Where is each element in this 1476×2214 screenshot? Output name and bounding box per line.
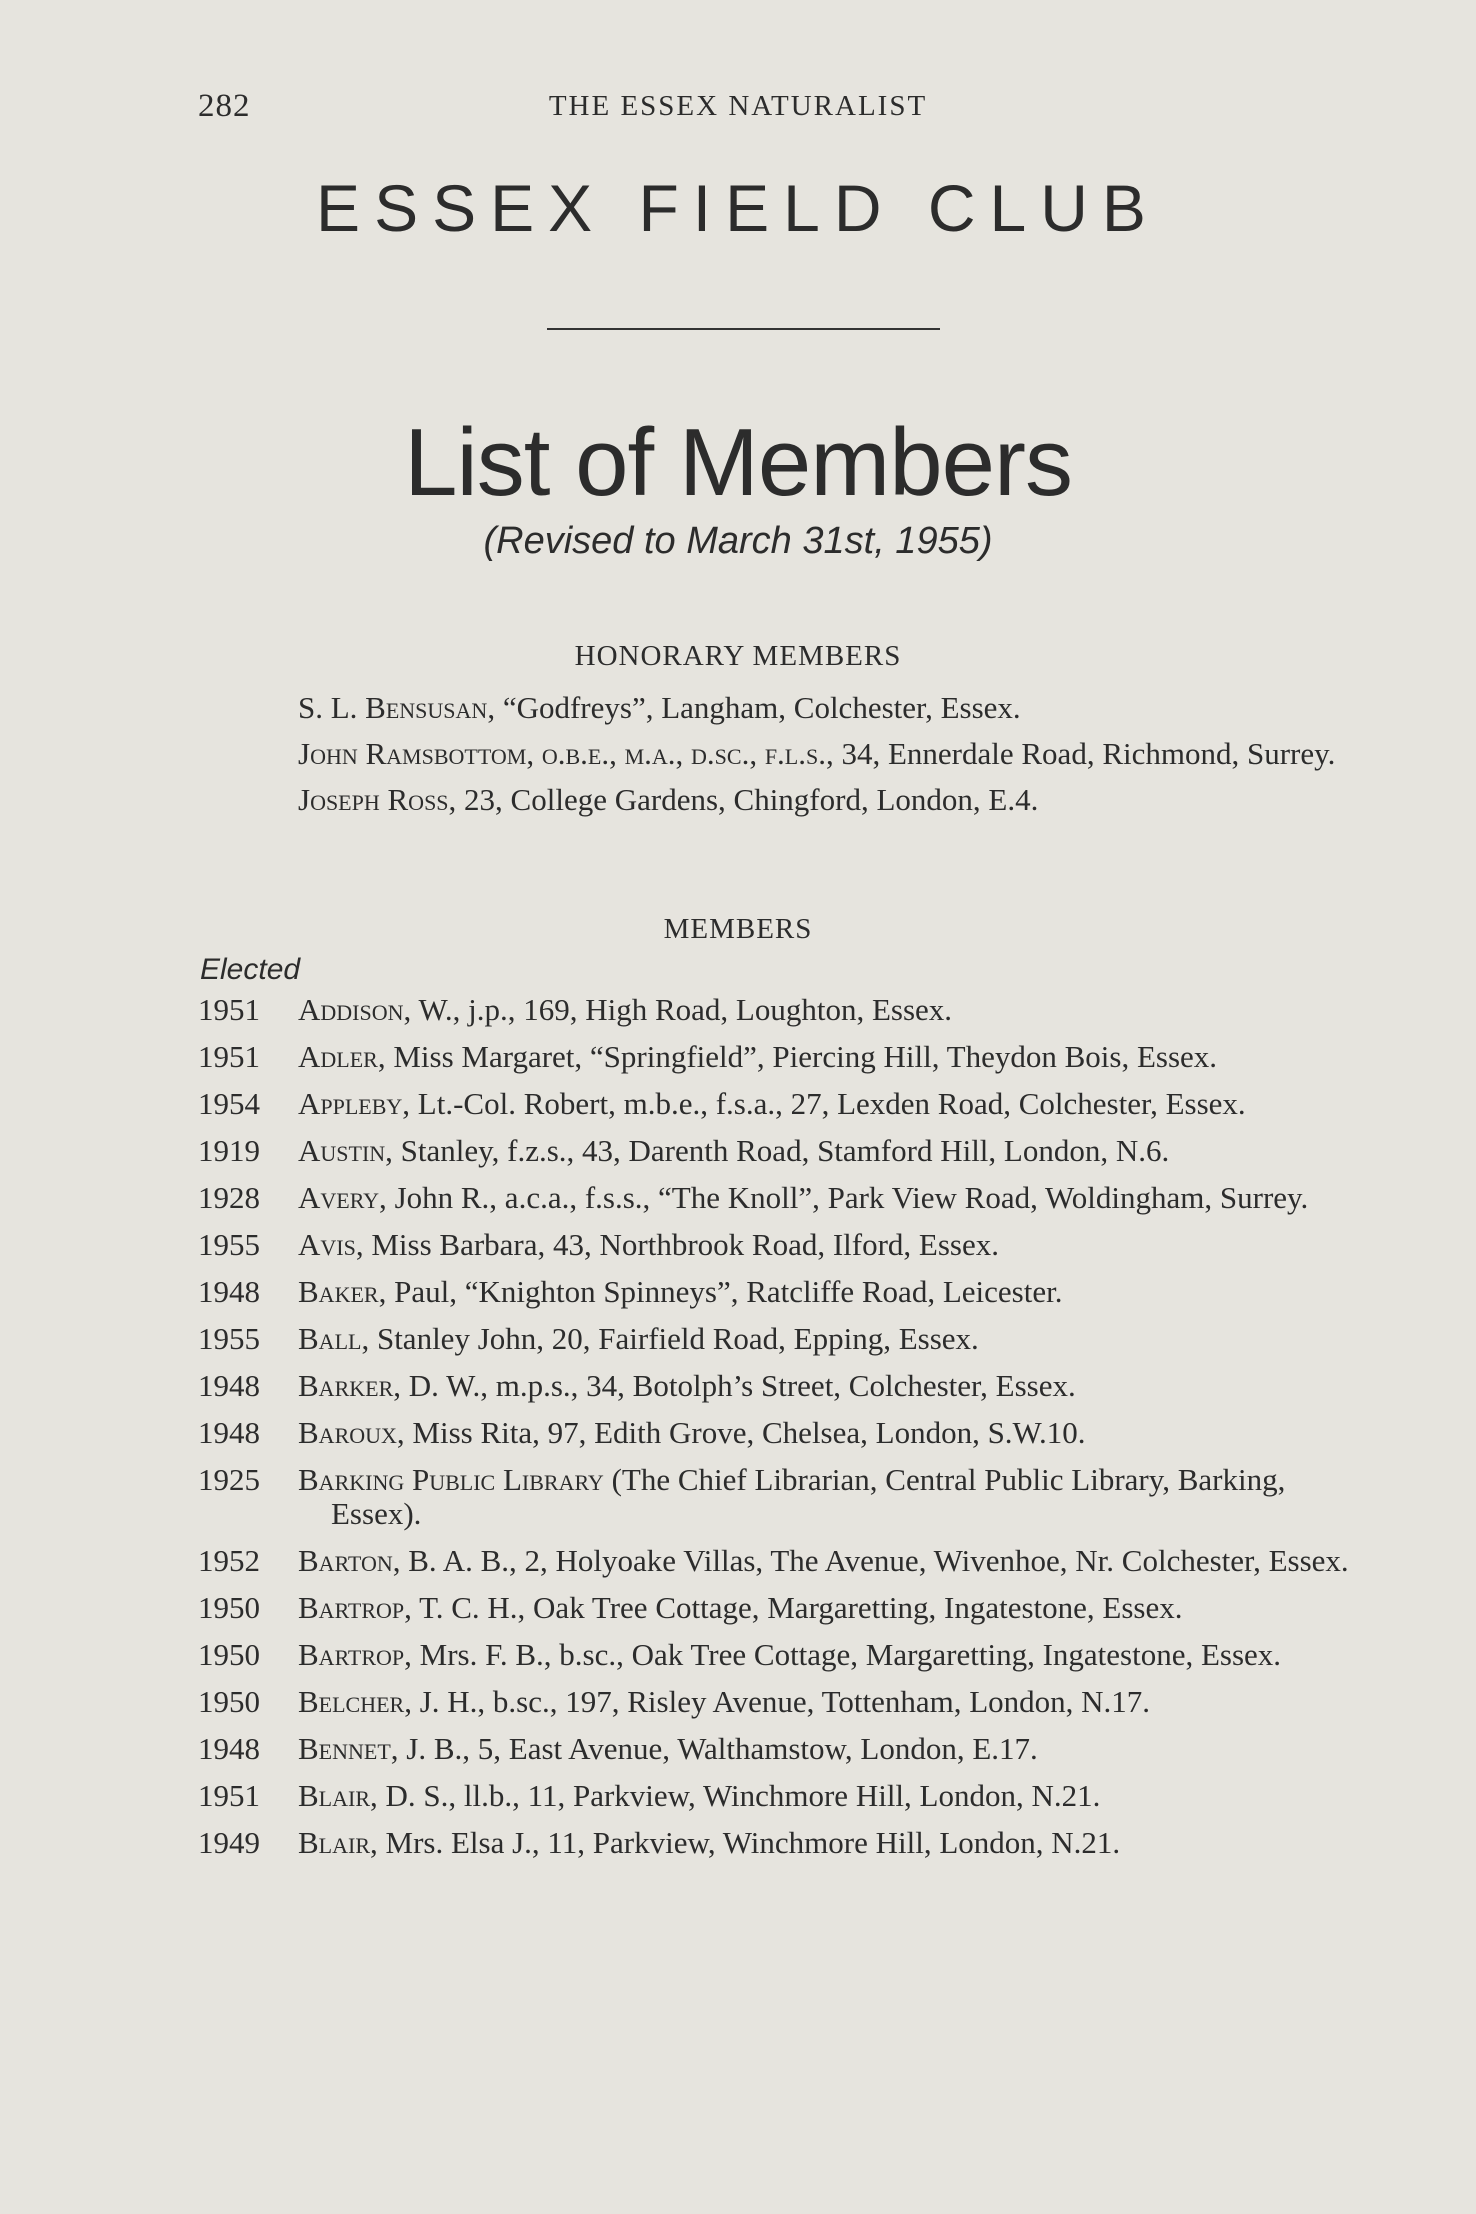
member-name: Bennet, bbox=[298, 1731, 399, 1766]
member-text bbox=[298, 1181, 1350, 1215]
member-text bbox=[298, 1087, 1350, 1121]
member-details: Miss Barbara, 43, Northbrook Road, Ilford, Essex. bbox=[363, 1227, 999, 1262]
elected-year: 1948 bbox=[198, 1415, 260, 1450]
elected-year: 1948 bbox=[198, 1731, 260, 1766]
elected-year: 1952 bbox=[198, 1543, 260, 1578]
member-name: Baroux, bbox=[298, 1415, 405, 1450]
member-entry bbox=[198, 1591, 1350, 1625]
member-text bbox=[298, 1416, 1350, 1450]
member-details: “Godfreys”, Langham, Colchester, Essex. bbox=[495, 690, 1021, 725]
honorary-member-entry bbox=[298, 736, 1350, 772]
member-text bbox=[298, 1638, 1350, 1672]
member-text bbox=[298, 1040, 1350, 1074]
member-name: Adler, bbox=[298, 1039, 386, 1074]
elected-year: 1948 bbox=[198, 1368, 260, 1403]
member-name: Bartrop, bbox=[298, 1637, 412, 1672]
member-details: J. B., 5, East Avenue, Walthamstow, London, E.17. bbox=[398, 1731, 1038, 1766]
member-name: Belcher, bbox=[298, 1684, 412, 1719]
member-name: Appleby, bbox=[298, 1086, 411, 1121]
member-text bbox=[298, 1322, 1350, 1356]
honorary-member-entry bbox=[298, 690, 1350, 726]
member-entry bbox=[198, 1463, 1350, 1531]
member-name: Blair, bbox=[298, 1778, 378, 1813]
member-entry bbox=[198, 1685, 1350, 1719]
list-title: List of Members bbox=[404, 409, 1072, 516]
member-name: Addison, bbox=[298, 992, 412, 1027]
member-entry bbox=[198, 1228, 1350, 1262]
member-entry bbox=[198, 1322, 1350, 1356]
elected-year: 1955 bbox=[198, 1227, 260, 1262]
member-text bbox=[298, 1134, 1350, 1168]
member-name: Joseph Ross, bbox=[298, 782, 457, 817]
member-entry bbox=[198, 1544, 1350, 1578]
member-entry bbox=[198, 993, 1350, 1027]
member-details: Miss Margaret, “Springfield”, Piercing Hill, Theydon Bois, Essex. bbox=[385, 1039, 1218, 1074]
member-text bbox=[298, 1779, 1350, 1813]
elected-year: 1951 bbox=[198, 992, 260, 1027]
running-head bbox=[0, 88, 1476, 128]
member-details: W., j.p., 169, High Road, Loughton, Essex. bbox=[411, 992, 953, 1027]
member-entry bbox=[198, 1275, 1350, 1309]
member-details: J. H., b.sc., 197, Risley Avenue, Tottenham, London, N.17. bbox=[411, 1684, 1151, 1719]
member-details: John R., a.c.a., f.s.s., “The Knoll”, Park View Road, Woldingham, Surrey. bbox=[386, 1180, 1309, 1215]
member-entry bbox=[198, 1826, 1350, 1860]
elected-year: 1955 bbox=[198, 1321, 260, 1356]
member-details: D. S., ll.b., 11, Parkview, Winchmore Hill, London, N.21. bbox=[377, 1778, 1101, 1813]
member-name: John Ramsbottom, o.b.e., m.a., d.sc., f.l.s., bbox=[298, 736, 834, 771]
member-details: Mrs. F. B., b.sc., Oak Tree Cottage, Margaretting, Ingatestone, Essex. bbox=[411, 1637, 1282, 1672]
elected-year: 1950 bbox=[198, 1590, 260, 1625]
member-text bbox=[298, 1369, 1350, 1403]
member-name: Bartrop, bbox=[298, 1590, 412, 1625]
page-number: 282 bbox=[198, 88, 251, 124]
member-text bbox=[298, 993, 1350, 1027]
member-details: Mrs. Elsa J., 11, Parkview, Winchmore Hill, London, N.21. bbox=[377, 1825, 1121, 1860]
elected-year: 1925 bbox=[198, 1462, 260, 1497]
member-name: Barking Public Library bbox=[298, 1462, 604, 1497]
member-entry bbox=[198, 1369, 1350, 1403]
member-entry bbox=[198, 1416, 1350, 1450]
elected-year: 1949 bbox=[198, 1825, 260, 1860]
elected-year: 1919 bbox=[198, 1133, 260, 1168]
members-heading: MEMBERS bbox=[663, 913, 813, 945]
member-text bbox=[298, 1544, 1350, 1578]
member-name: Avery, bbox=[298, 1180, 387, 1215]
member-name: Barker, bbox=[298, 1368, 401, 1403]
member-details: 34, Ennerdale Road, Richmond, Surrey. bbox=[833, 736, 1336, 771]
member-details: Miss Rita, 97, Edith Grove, Chelsea, London, S.W.10. bbox=[404, 1415, 1086, 1450]
honorary-members-list bbox=[298, 690, 1350, 828]
member-entry bbox=[198, 1181, 1350, 1215]
revision-date: (Revised to March 31st, 1955) bbox=[483, 520, 993, 562]
member-name: Austin, bbox=[298, 1133, 393, 1168]
member-text bbox=[298, 1275, 1350, 1309]
member-details: Paul, “Knighton Spinneys”, Ratcliffe Road, Leicester. bbox=[386, 1274, 1063, 1309]
member-name: Baker, bbox=[298, 1274, 387, 1309]
members-list bbox=[198, 993, 1350, 1873]
elected-year: 1928 bbox=[198, 1180, 260, 1215]
honorary-members-heading: HONORARY MEMBERS bbox=[574, 640, 902, 672]
member-name: S. L. Bensusan, bbox=[298, 690, 496, 725]
elected-year: 1954 bbox=[198, 1086, 260, 1121]
member-details: 23, College Gardens, Chingford, London, E.4. bbox=[456, 782, 1039, 817]
member-entry bbox=[198, 1134, 1350, 1168]
club-title: ESSEX FIELD CLUB bbox=[316, 171, 1160, 245]
member-name: Ball, bbox=[298, 1321, 370, 1356]
member-name: Avis, bbox=[298, 1227, 364, 1262]
member-entry bbox=[198, 1732, 1350, 1766]
member-details: Stanley, f.z.s., 43, Darenth Road, Stamford Hill, London, N.6. bbox=[392, 1133, 1170, 1168]
member-name: Blair, bbox=[298, 1825, 378, 1860]
elected-year: 1948 bbox=[198, 1274, 260, 1309]
member-name: Barton, bbox=[298, 1543, 401, 1578]
member-entry bbox=[198, 1087, 1350, 1121]
journal-title: THE ESSEX NATURALIST bbox=[548, 90, 928, 122]
member-entry bbox=[198, 1779, 1350, 1813]
member-details: Lt.-Col. Robert, m.b.e., f.s.a., 27, Lexden Road, Colchester, Essex. bbox=[410, 1086, 1246, 1121]
member-text bbox=[298, 1463, 1350, 1531]
member-text bbox=[298, 1826, 1350, 1860]
member-details: (The Chief Librarian, Central Public Library, Barking, Essex). bbox=[331, 1462, 1286, 1531]
member-entry bbox=[198, 1638, 1350, 1672]
honorary-member-entry bbox=[298, 782, 1350, 818]
elected-year: 1950 bbox=[198, 1684, 260, 1719]
elected-year: 1950 bbox=[198, 1637, 260, 1672]
elected-year: 1951 bbox=[198, 1778, 260, 1813]
member-details: D. W., m.p.s., 34, Botolph’s Street, Colchester, Essex. bbox=[401, 1368, 1076, 1403]
member-details: Stanley John, 20, Fairfield Road, Epping, Essex. bbox=[369, 1321, 979, 1356]
title-divider bbox=[547, 328, 940, 330]
member-text bbox=[298, 1685, 1350, 1719]
member-entry bbox=[198, 1040, 1350, 1074]
member-details: B. A. B., 2, Holyoake Villas, The Avenue, Wivenhoe, Nr. Colchester, Essex. bbox=[400, 1543, 1349, 1578]
elected-year: 1951 bbox=[198, 1039, 260, 1074]
member-text bbox=[298, 1732, 1350, 1766]
member-text bbox=[298, 1591, 1350, 1625]
member-details: T. C. H., Oak Tree Cottage, Margaretting, Ingatestone, Essex. bbox=[411, 1590, 1183, 1625]
elected-column-label: Elected bbox=[200, 953, 301, 986]
member-text bbox=[298, 1228, 1350, 1262]
